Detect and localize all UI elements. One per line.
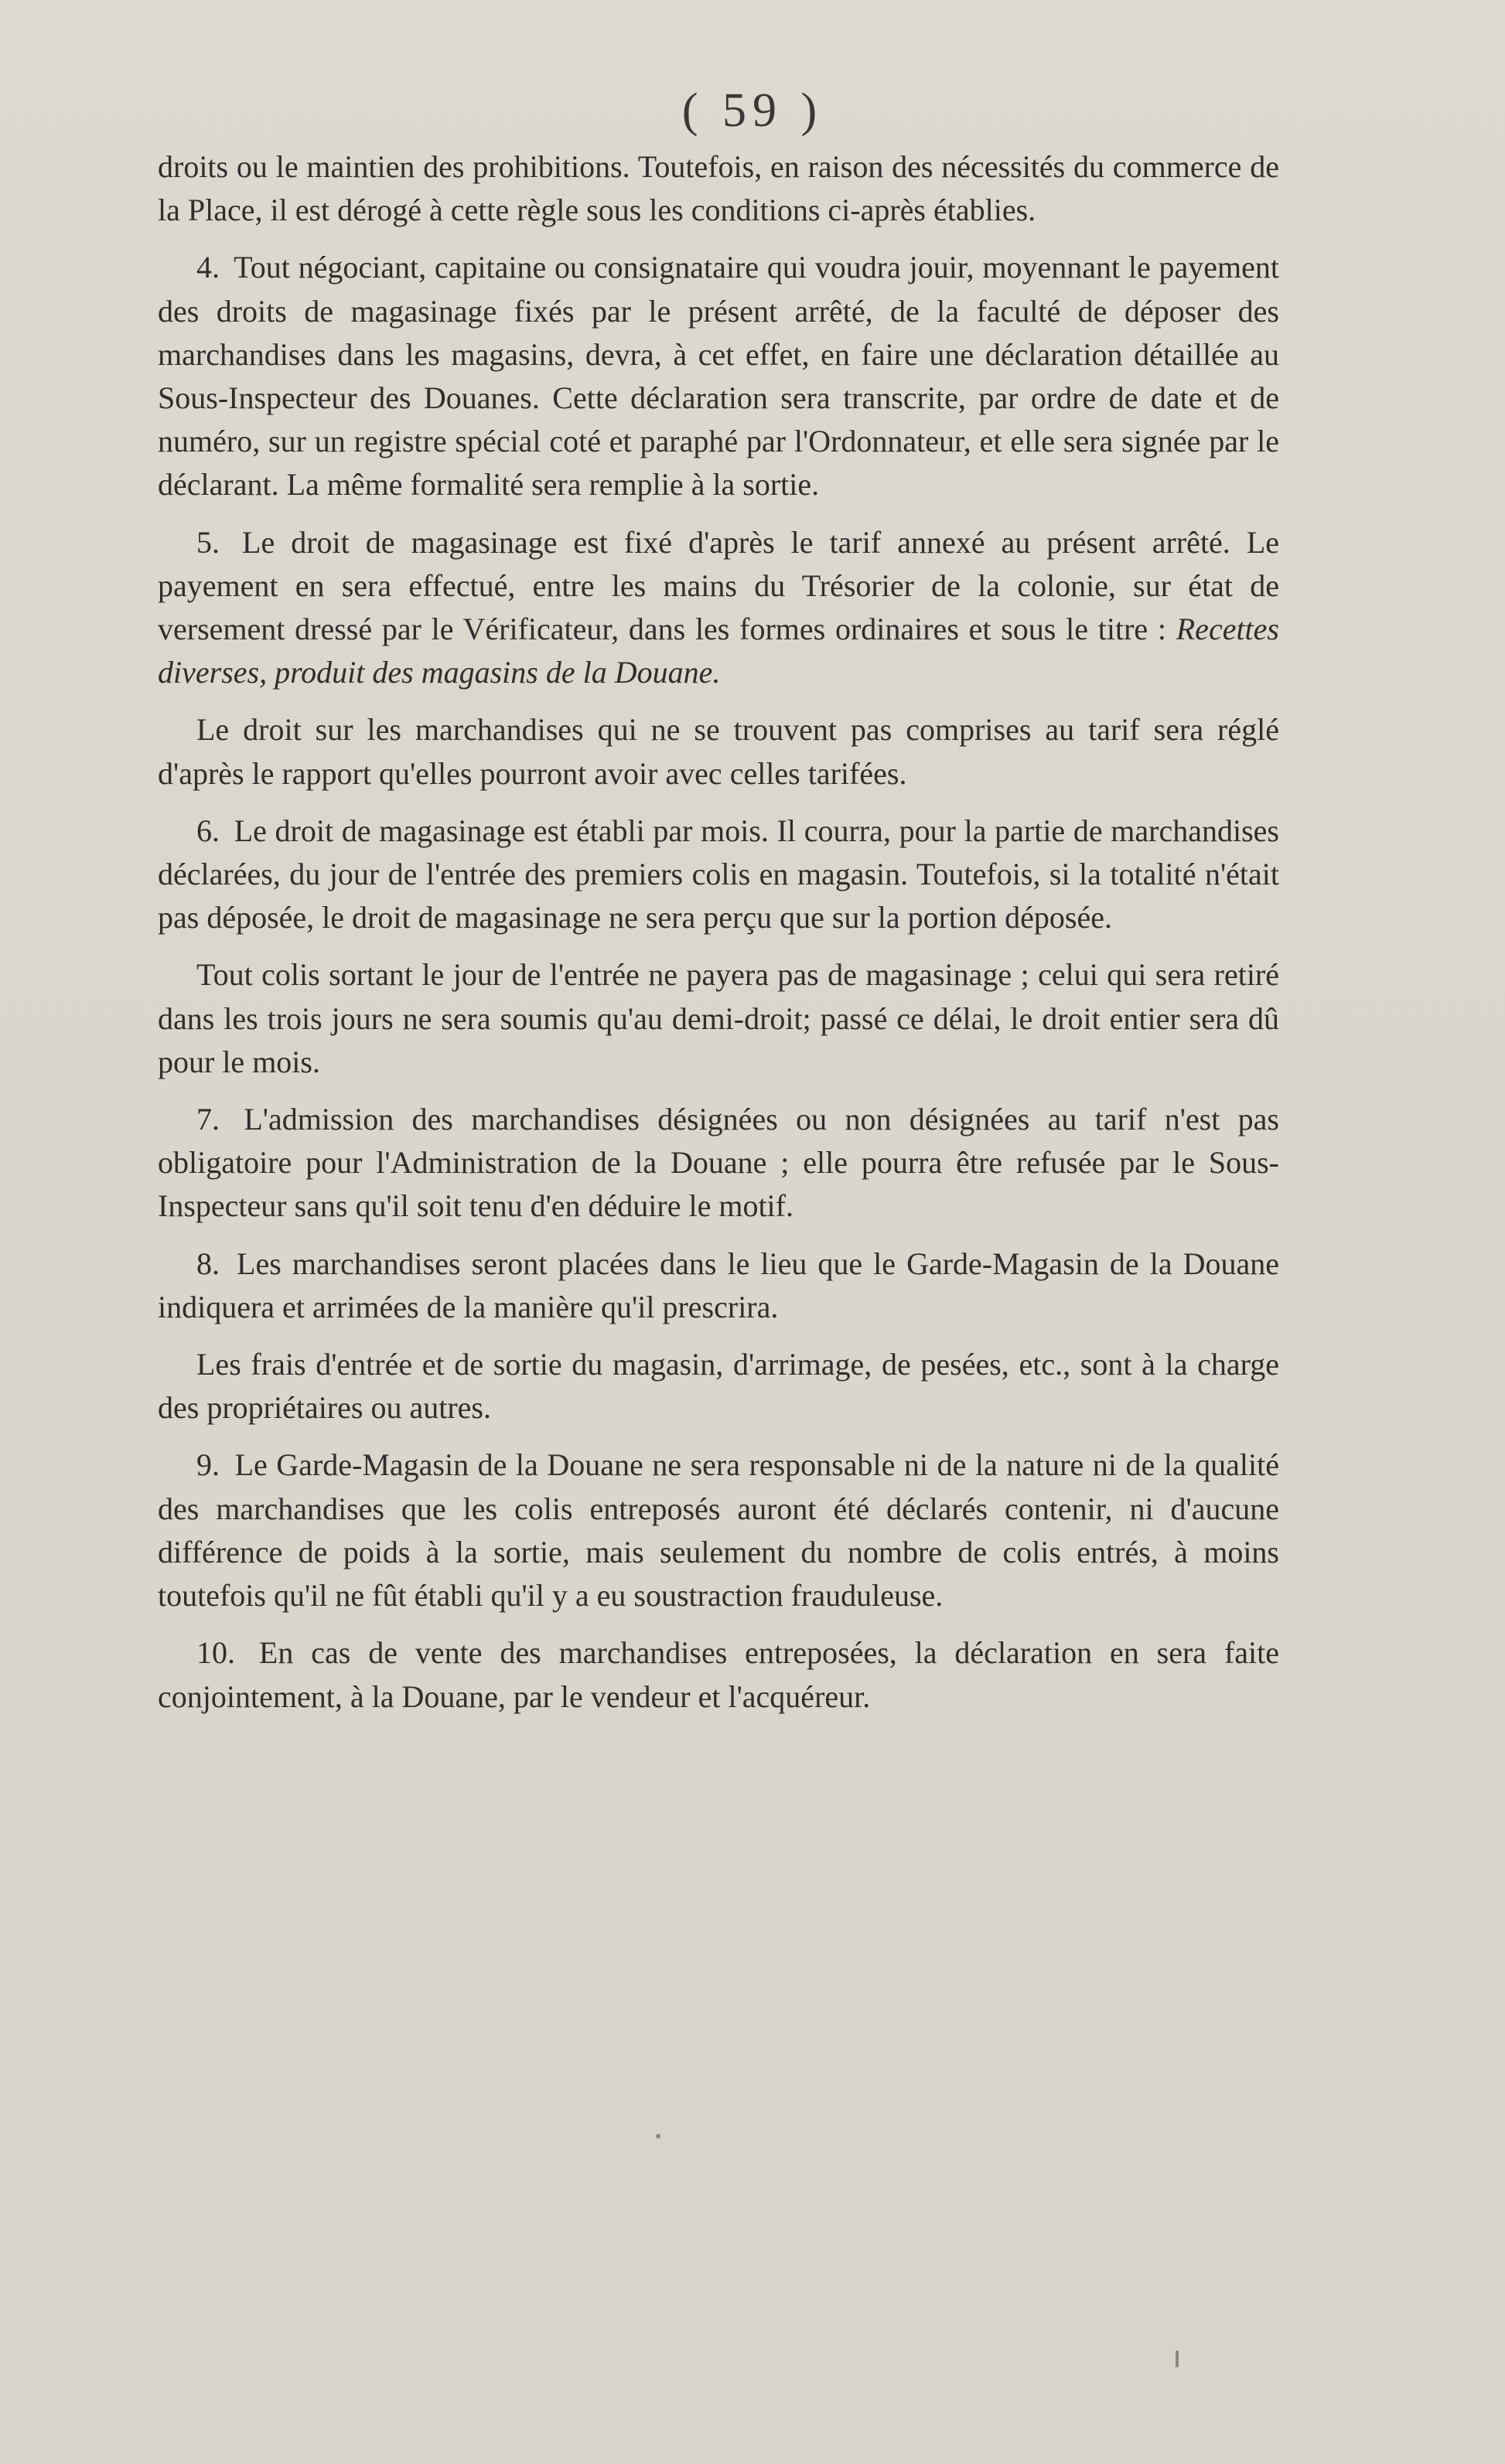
article-number: 7. [196, 1102, 220, 1137]
paragraph-text: Le Garde-Magasin de la Douane ne sera responsable ni de la nature ni de la qualité des marchandises que les colis entreposés auront été déclarés contenir, ni d'aucune différence de poids à la sortie, mais seulement du nombre de colis entrés, à moins toutefois qu'il ne fût établi qu'il y a eu soustraction frauduleuse. [158, 1447, 1280, 1614]
page-number: ( 59 ) [681, 84, 824, 137]
article-number: 4. [196, 250, 220, 285]
paragraph [158, 953, 1279, 1084]
paragraph-text: Le droit de magasinage est fixé d'après le tarif annexé au présent arrêté. Le payement en sera effectué, entre les mains du Trésorier de la colonie, sur état de versement dressé par le Vérificateur, dans les formes ordinaires et sous le titre : [158, 524, 1280, 647]
paper-speck [1176, 2350, 1179, 2367]
article-4 [158, 246, 1279, 506]
paragraph-continuation [158, 145, 1279, 232]
paragraph [158, 1343, 1279, 1430]
article-number: 9. [196, 1447, 220, 1483]
paragraph-text: L'admission des marchandises désignées ou non désignées au tarif n'est pas obligatoire pour l'Administration de la Douane ; elle pourra être refusée par le Sous-Inspecteur sans qu'il soit tenu d'en déduire le motif. [158, 1102, 1280, 1224]
article-8 [158, 1242, 1279, 1329]
body-text [158, 145, 1279, 1733]
article-9 [158, 1443, 1279, 1617]
article-number: 6. [196, 813, 220, 848]
article-6 [158, 809, 1279, 940]
article-7 [158, 1098, 1279, 1229]
article-number: 10. [196, 1635, 235, 1671]
article-10 [158, 1631, 1279, 1718]
paper-speck [656, 2134, 660, 2139]
paragraph-text: Tout négociant, capitaine ou consignataire qui voudra jouir, moyennant le payement des droits de magasinage fixés par le présent arrêté, de la faculté de déposer des marchandises dans les magasins, devra, à cet effet, en faire une déclaration détaillée au Sous-Inspecteur des Douanes. Cette déclaration sera transcrite, par ordre de date et de numéro, sur un registre spécial coté et paraphé par l'Ordonnateur, et elle sera signée par le déclarant. La même formalité sera remplie à la sortie. [158, 250, 1280, 503]
paragraph-text: Les frais d'entrée et de sortie du magasin, d'arrimage, de pesées, etc., sont à la charge des propriétaires ou autres. [158, 1347, 1279, 1426]
article-5 [158, 521, 1279, 695]
paragraph-text: droits ou le maintien des prohibitions. Toutefois, en raison des nécessités du commerce de la Place, il est dérogé à cette règle sous les conditions ci-après établies. [158, 149, 1279, 228]
paragraph-text: Les marchandises seront placées dans le lieu que le Garde-Magasin de la Douane indiquera et arrimées de la manière qu'il prescrira. [158, 1246, 1280, 1324]
paragraph-text: Le droit de magasinage est établi par mois. Il courra, pour la partie de marchandises déclarées, du jour de l'entrée des premiers colis en magasin. Toutefois, si la totalité n'était pas déposée, le droit de magasinage ne sera perçu que sur la portion déposée. [158, 813, 1280, 936]
article-number: 5. [196, 524, 220, 560]
italic-title: Recettes diverses, produit des magasins de la Douane. [158, 612, 1279, 690]
article-number: 8. [196, 1246, 220, 1281]
paragraph-text: Le droit sur les marchandises qui ne se trouvent pas comprises au tarif sera réglé d'après le rapport qu'elles pourront avoir avec celles tarifées. [158, 712, 1279, 791]
paragraph-text: En cas de vente des marchandises entreposées, la déclaration en sera faite conjointement, à la Douane, par le vendeur et l'acquéreur. [158, 1635, 1280, 1714]
paragraph [158, 708, 1279, 795]
paragraph-text: Tout colis sortant le jour de l'entrée ne payera pas de magasinage ; celui qui sera retiré dans les trois jours ne sera soumis qu'au demi-droit; passé ce délai, le droit entier sera dû pour le mois. [158, 957, 1279, 1079]
